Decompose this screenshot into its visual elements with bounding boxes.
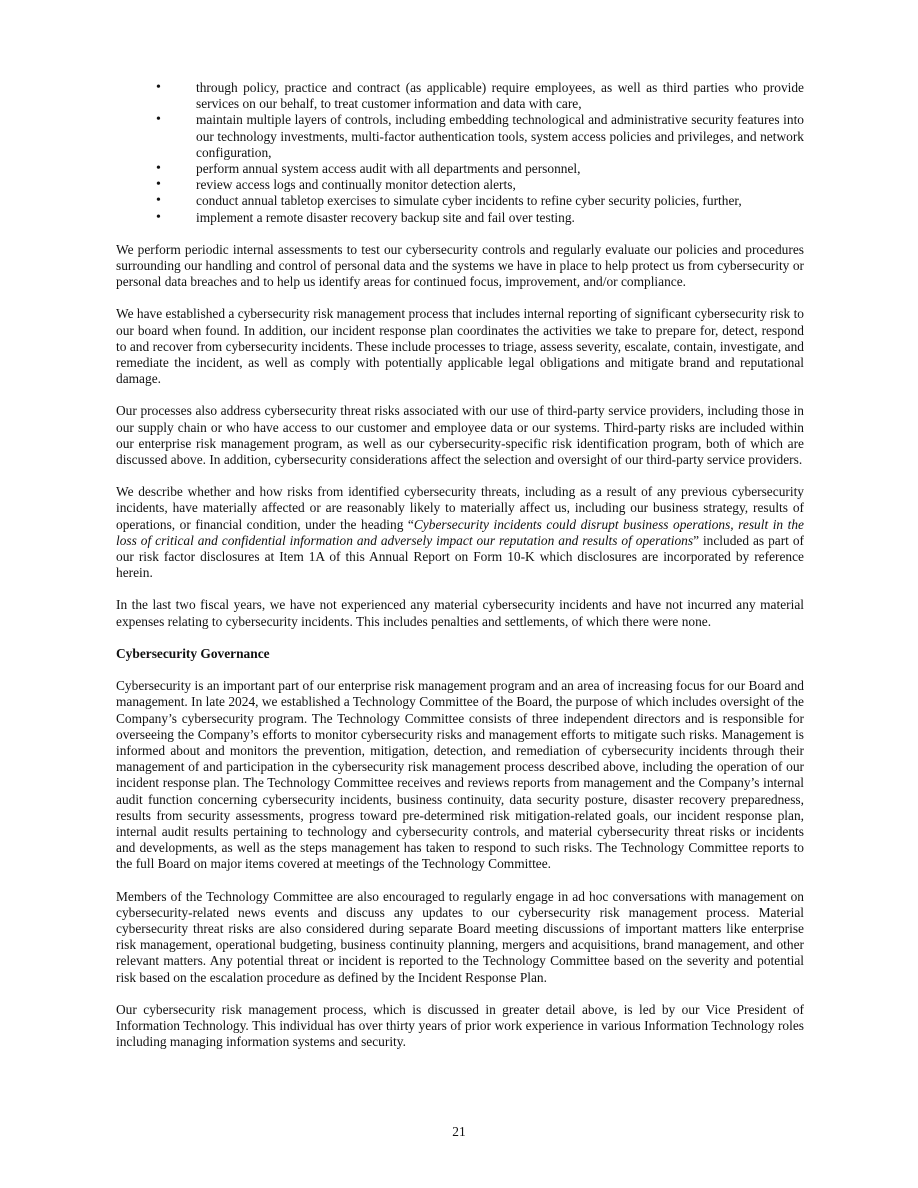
governance-paragraph-2: Members of the Technology Committee are also encouraged to regularly engage in ad hoc conversations with management on cybersecurity-related news events and discuss any updates to our cybersecurity risk management process. Material cybersecurity threat risks are also considered during separate Board meeting discussions of important matters like enterprise risk management, operational budgeting, business continuity planning, mergers and acquisitions, brand management, and other relevant matters. Any potential threat or incident is reported to the Technology Committee based on the severity and potential risk based on the escalation procedure as defined by the Incident Response Plan. [116,888,804,985]
list-item-text: maintain multiple layers of controls, including embedding technological and administrative security features into our technology investments, multi-factor authentication tools, system access policies and privileges, and network configuration, [196,112,804,160]
risk-factor-text-before: We describe whether and how risks from identified cybersecurity threats, including as a result of any previous cybersecurity incidents, have materially affected or are reasonably likely to materially affect us, including our business strategy, results of operations, or financial condition, under the heading “ [116,484,804,532]
section-heading: Cybersecurity Governance [116,645,270,661]
bullet-icon: • [156,112,161,128]
governance-paragraph-1: Cybersecurity is an important part of our enterprise risk management program and an area of increasing focus for our Board and management. In late 2024, we established a Technology Committee of the Board, the purpose of which includes oversight of the Company’s cybersecurity program. The Technology Committee consists of three independent directors and is responsible for overseeing the Company’s efforts to monitor cybersecurity risks and management efforts to mitigate such risks. Management is informed about and monitors the prevention, mitigation, detection, and remediation of cybersecurity incidents through their management of and participation in the cybersecurity risk management process described above, including the operation of our incident response plan. The Technology Committee receives and reviews reports from management and the Company’s internal audit function concerning cybersecurity incidents, business continuity, data security posture, disaster recovery preparedness, results from security assessments, progress toward pre-determined risk mitigation-related goals, our incident response plan, internal audit results pertaining to technology and cybersecurity controls, and material cybersecurity threat risks or incidents and developments, as well as the steps management has taken to respond to such risks. The Technology Committee reports to the full Board on major items covered at meetings of the Technology Committee. [116,678,804,872]
bullet-icon: • [156,177,161,193]
list-item-text: perform annual system access audit with all departments and personnel, [196,161,581,177]
list-item [116,161,804,177]
risk-factor-reference-paragraph [116,484,804,581]
risk-factor-heading-quote: Cybersecurity incidents could disrupt business operations, result in the loss of critical and confidential information and adversely impact our reputation and results of operations [116,516,804,548]
no-incidents-paragraph: In the last two fiscal years, we have not experienced any material cybersecurity incidents and have not incurred any material expenses relating to cybersecurity incidents. This includes penalties and settlements, of which there were none. [116,597,804,629]
list-item [116,193,804,209]
list-item [116,112,804,161]
risk-process-paragraph: We have established a cybersecurity risk management process that includes internal reporting of significant cybersecurity risk to our board when found. In addition, our incident response plan coordinates the activities we take to prepare for, detect, respond to and recover from cybersecurity incidents. These include processes to triage, assess severity, escalate, contain, investigate, and remediate the incident, as well as comply with potentially applicable legal obligations and mitigate brand and reputational damage. [116,306,804,387]
page-number: 21 [452,1124,466,1139]
assessments-paragraph: We perform periodic internal assessments to test our cybersecurity controls and regularly evaluate our policies and procedures surrounding our handling and control of personal data and the systems we have in place to help protect us from cybersecurity or personal data breaches and to help us identify areas for continued focus, improvement, and/or compliance. [116,241,804,290]
bullet-icon: • [156,80,161,95]
list-item-text: through policy, practice and contract (as applicable) require employees, as well as third parties who provide services on our behalf, to treat customer information and data with care, [196,80,804,112]
risk-factor-text-after: ” included as part of our risk factor disclosures at Item 1A of this Annual Report on Form 10-K which disclosures are incorporated by reference herein. [116,532,804,581]
governance-paragraph-3: Our cybersecurity risk management process, which is discussed in greater detail above, is led by our Vice President of Information Technology. This individual has over thirty years of prior work experience in various Information Technology roles including managing information systems and security. [116,1001,804,1050]
document-page [116,80,804,1066]
bullet-icon: • [156,161,161,177]
list-item [116,80,804,112]
bullet-icon: • [156,193,161,209]
list-item [116,177,804,193]
list-item-text: conduct annual tabletop exercises to simulate cyber incidents to refine cyber security policies, further, [196,193,742,209]
bullet-icon: • [156,209,161,225]
list-item-text: implement a remote disaster recovery backup site and fail over testing. [196,209,575,225]
third-party-paragraph: Our processes also address cybersecurity threat risks associated with our use of third-party service providers, including those in our supply chain or who have access to our customer and employee data or our systems. Third-party risks are included within our enterprise risk management program, as well as our cybersecurity-specific risk identification program, both of which are discussed above. In addition, cybersecurity considerations affect the selection and oversight of our third-party service providers. [116,403,804,468]
list-item-text: review access logs and continually monitor detection alerts, [196,177,516,193]
list-item [116,210,804,226]
security-measures-list [116,80,804,226]
